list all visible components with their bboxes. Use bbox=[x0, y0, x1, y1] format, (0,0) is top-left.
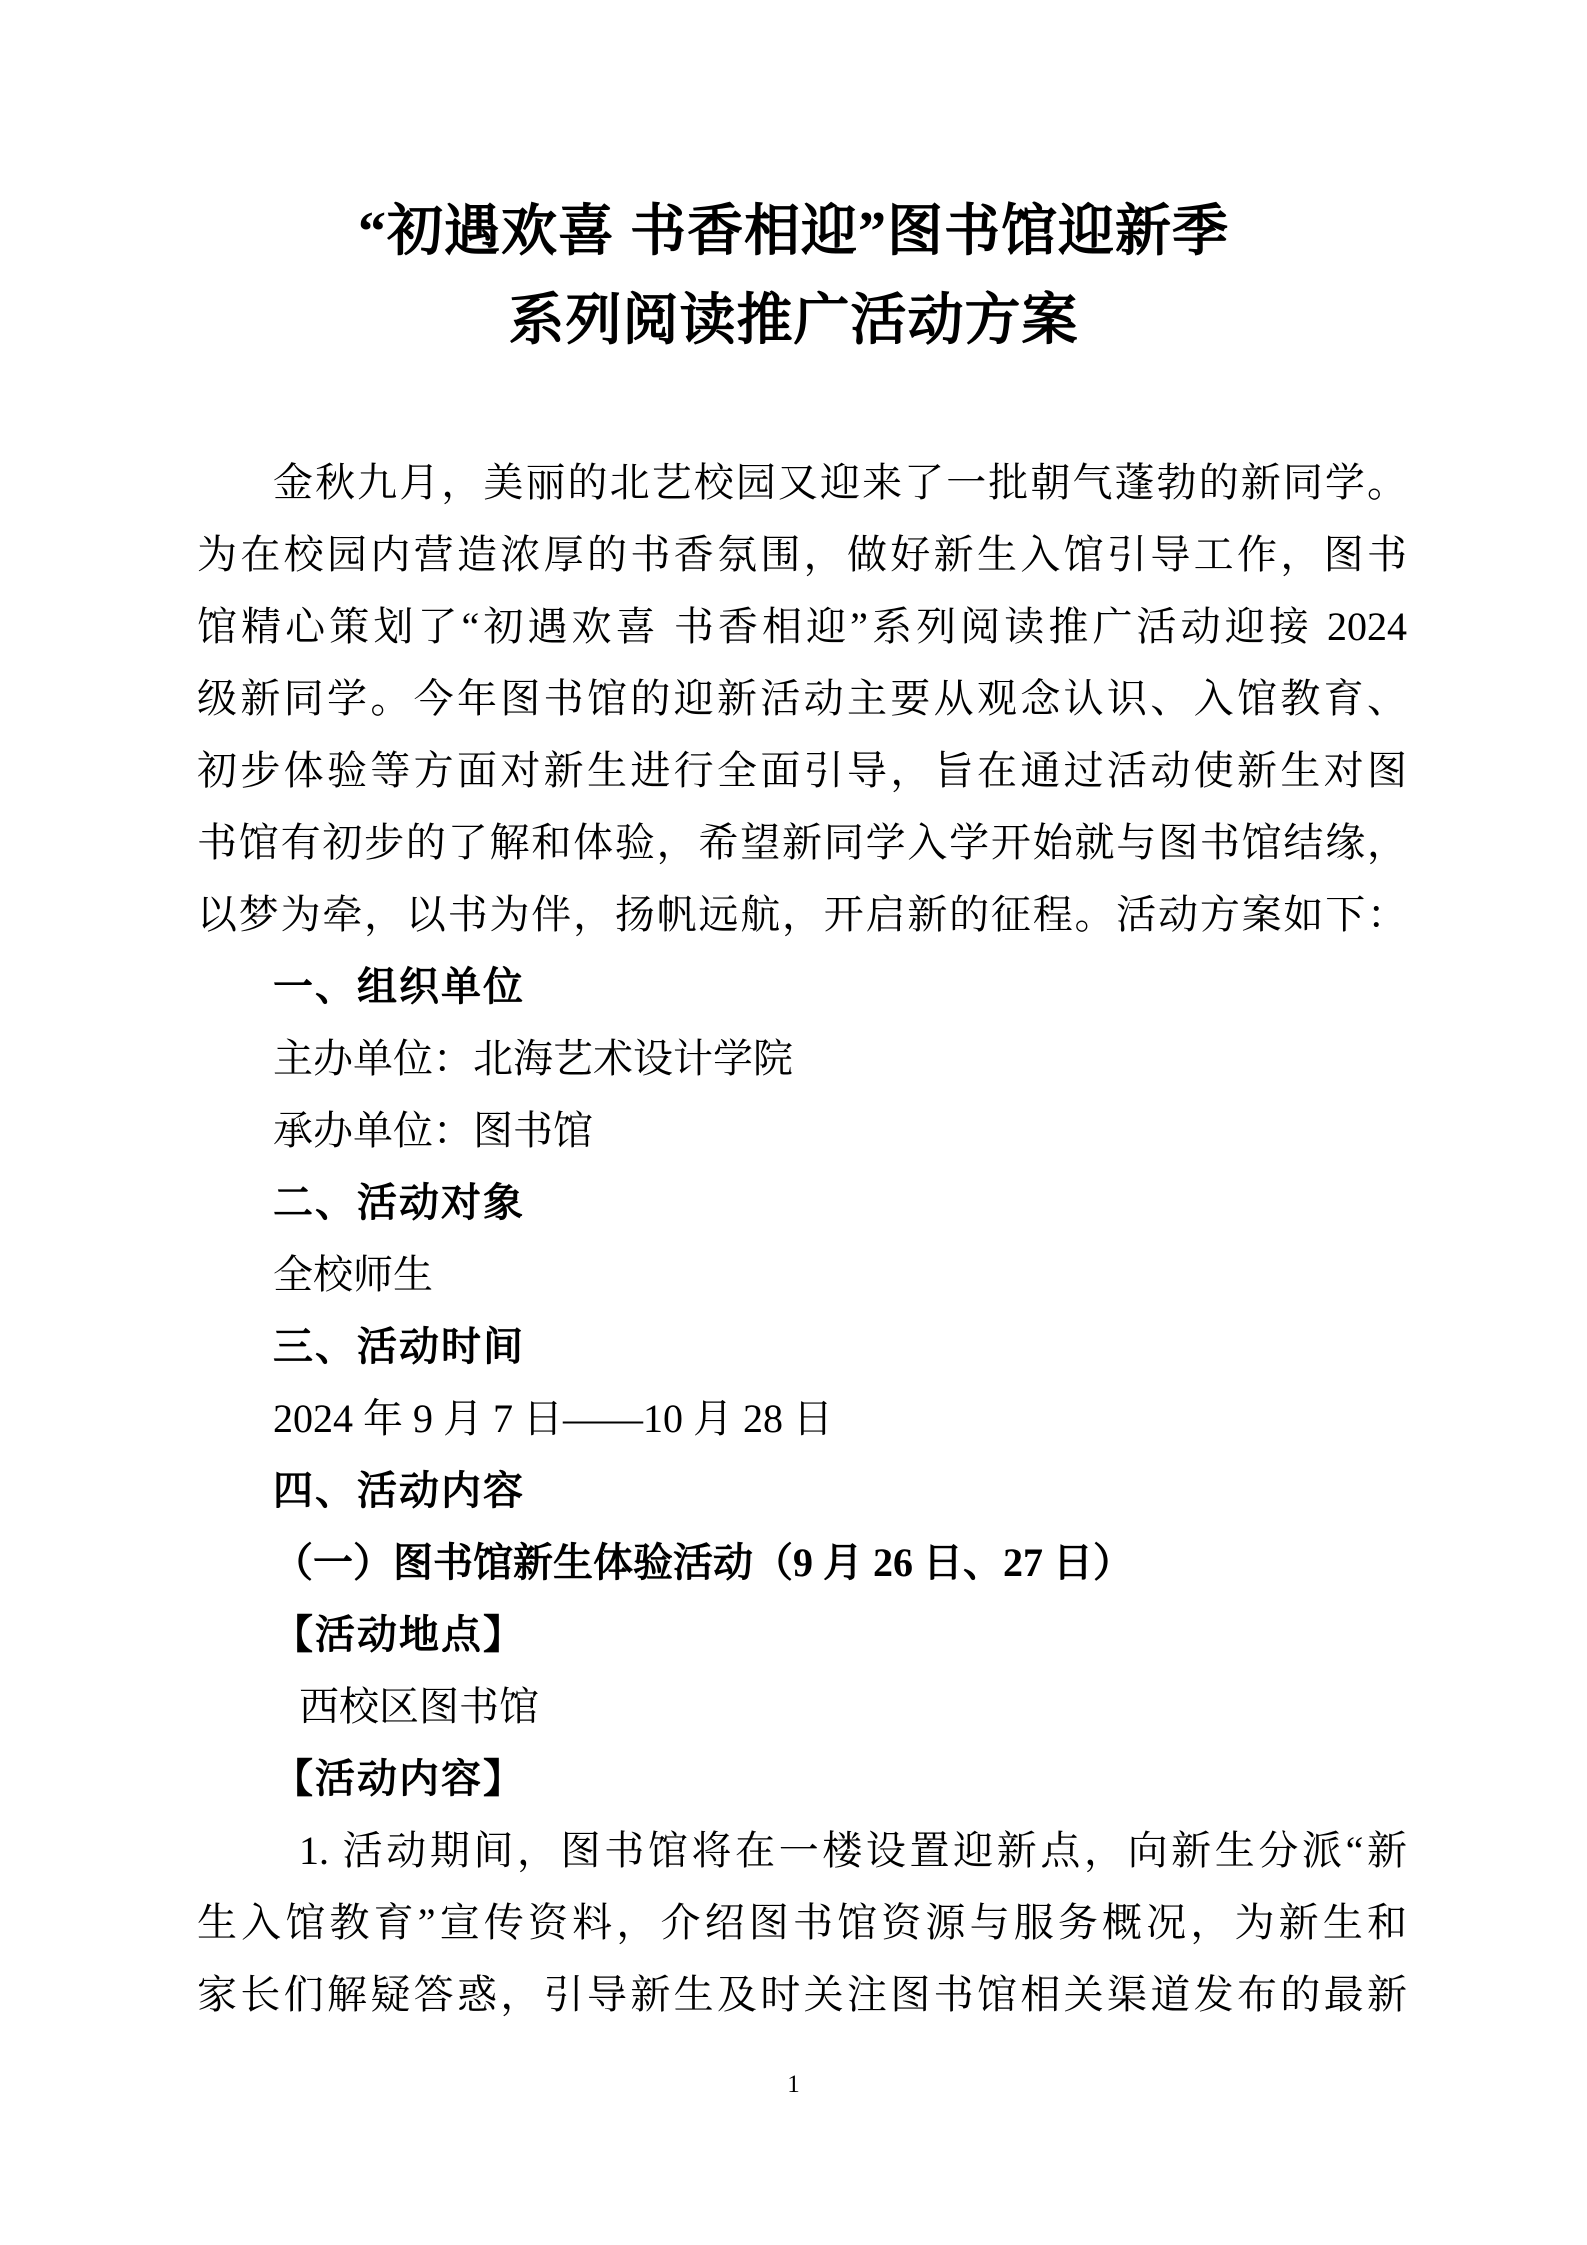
paragraph-line: 金秋九月，美丽的北艺校园又迎来了一批朝气蓬勃的新同学。 bbox=[273, 460, 1407, 505]
activity1-body-line: 家长们解疑答惑，引导新生及时关注图书馆相关渠道发布的最新 bbox=[197, 1972, 1407, 2017]
paragraph-line: 级新同学。今年图书馆的迎新活动主要从观念认识、入馆教育、 bbox=[197, 676, 1407, 721]
document-body bbox=[197, 447, 1407, 2031]
activity1-body-line: 1. 活动期间，图书馆将在一楼设置迎新点，向新生分派“新 bbox=[299, 1828, 1407, 1873]
page-number: 1 bbox=[787, 2071, 800, 2098]
location-label: 【活动地点】 bbox=[273, 1613, 525, 1657]
paragraph-line: 以梦为牵，以书为伴，扬帆远航，开启新的征程。活动方案如下： bbox=[197, 892, 1407, 937]
location-line: 西校区图书馆 bbox=[299, 1684, 539, 1729]
section-heading-content: 四、活动内容 bbox=[273, 1469, 525, 1513]
section-heading-organizing-unit: 一、组织单位 bbox=[273, 965, 525, 1009]
section-heading-audience: 二、活动对象 bbox=[273, 1181, 525, 1225]
document-title bbox=[0, 188, 1587, 366]
paragraph-line: 初步体验等方面对新生进行全面引导，旨在通过活动使新生对图 bbox=[197, 748, 1407, 793]
activity1-body-line: 生入馆教育”宣传资料，介绍图书馆资源与服务概况，为新生和 bbox=[197, 1900, 1407, 1945]
paragraph-line: 书馆有初步的了解和体验，希望新同学入学开始就与图书馆结缘， bbox=[197, 820, 1407, 865]
content-label: 【活动内容】 bbox=[273, 1757, 525, 1801]
title-line-1: “初遇欢喜 书香相迎”图书馆迎新季 bbox=[358, 201, 1229, 263]
section-heading-time: 三、活动时间 bbox=[273, 1325, 525, 1369]
title-line-2: 系列阅读推广活动方案 bbox=[508, 290, 1079, 352]
paragraph-line: 为在校园内营造浓厚的书香氛围，做好新生入馆引导工作，图书 bbox=[197, 532, 1407, 577]
organizer-line: 主办单位：北海艺术设计学院 bbox=[273, 1036, 793, 1081]
time-line: 2024 年 9 月 7 日——10 月 28 日 bbox=[273, 1396, 833, 1441]
audience-line: 全校师生 bbox=[273, 1252, 433, 1297]
paragraph-line: 馆精心策划了“初遇欢喜 书香相迎”系列阅读推广活动迎接 2024 bbox=[197, 604, 1407, 649]
activity1-title-line: （一）图书馆新生体验活动（9 月 26 日、27 日） bbox=[273, 1540, 1133, 1585]
undertaker-line: 承办单位：图书馆 bbox=[273, 1108, 593, 1153]
